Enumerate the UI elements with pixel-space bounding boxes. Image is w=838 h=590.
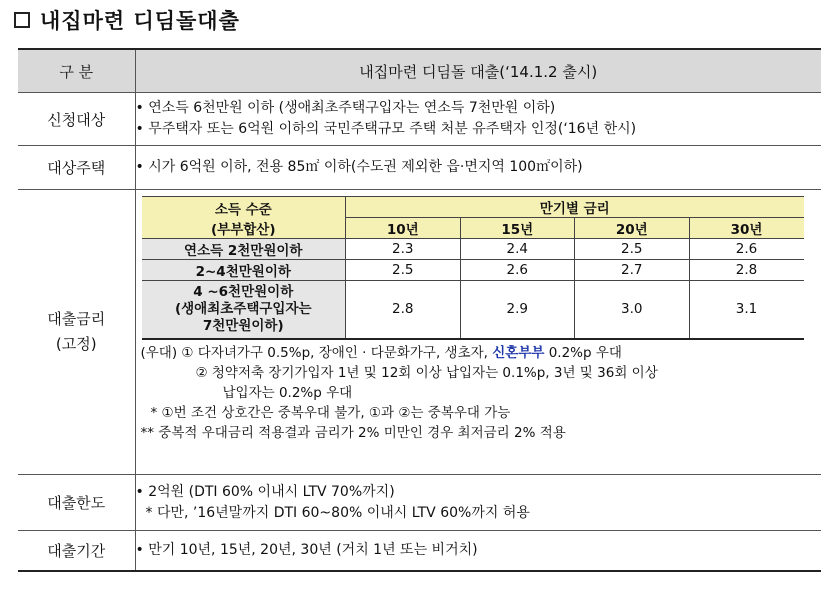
label-housing: 대상주택 xyxy=(18,146,135,190)
page-title xyxy=(14,6,240,34)
rate-cell: 3.0 xyxy=(575,281,690,339)
income-label-3-line-2: (생애최초주택구입자는 xyxy=(174,300,312,317)
content-term xyxy=(135,531,821,571)
note-2: ② 청약저축 장기가입자 1년 및 12회 이상 납입자는 0.1%p, 3년 및 36회 이상 xyxy=(195,364,658,381)
limit-line-1: • 2억원 (DTI 60% 이내시 LTV 70%까지) xyxy=(135,483,395,500)
rate-cell: 2.8 xyxy=(346,281,461,339)
note-3: 납입자는 0.2%p 우대 xyxy=(222,384,353,401)
label-eligibility: 신청대상 xyxy=(18,93,135,146)
header-category: 구 분 xyxy=(18,49,135,93)
row-term xyxy=(18,531,821,571)
rate-cell: 2.5 xyxy=(575,239,690,260)
income-label-3-line-1: 4 ~6천만원이하 xyxy=(193,283,294,300)
note-5: ** 중복적 우대금리 적용결과 금리가 2% 미만인 경우 최저금리 2% 적용 xyxy=(140,424,566,441)
rate-table xyxy=(142,196,804,340)
term-15: 15년 xyxy=(460,218,575,239)
rate-cell: 2.3 xyxy=(346,239,461,260)
row-housing xyxy=(18,146,821,190)
eligibility-line-2: • 무주택자 또는 6억원 이하의 국민주택규모 주택 처분 유주택자 인정(‘16년 한시) xyxy=(135,121,637,137)
header-product: 내집마련 디딤돌 대출(‘14.1.2 출시) xyxy=(135,49,821,93)
label-rate xyxy=(18,190,135,475)
rate-notes xyxy=(139,340,822,447)
term-30: 30년 xyxy=(689,218,804,239)
term-20: 20년 xyxy=(575,218,690,239)
row-rate xyxy=(18,190,821,475)
label-rate-1: 대출금리 xyxy=(47,310,106,328)
housing-line-1: • 시가 6억원 이하, 전용 85㎡ 이하(수도권 제외한 읍·면지역 100㎡이하) xyxy=(135,159,583,175)
note-1-pre: (우대) ① 다자녀가구 0.5%p, 장애인 · 다문화가구, 생초자, xyxy=(140,344,493,361)
income-label-1: 연소득 2천만원이하 xyxy=(142,239,346,260)
rate-cell: 2.5 xyxy=(346,260,461,281)
table-header-row xyxy=(18,49,821,93)
content-rate xyxy=(135,190,821,475)
content-housing xyxy=(135,146,821,190)
term-line-1: • 만기 10년, 15년, 20년, 30년 (거치 1년 또는 비거치) xyxy=(135,541,478,558)
label-limit: 대출한도 xyxy=(18,475,135,531)
row-eligibility xyxy=(18,93,821,146)
income-label-2: 2~4천만원이하 xyxy=(142,260,346,281)
rate-cell: 2.4 xyxy=(460,239,575,260)
rate-row-2 xyxy=(142,260,804,281)
rate-cell: 2.6 xyxy=(460,260,575,281)
note-1 xyxy=(141,343,822,363)
rate-cell: 2.6 xyxy=(689,239,804,260)
income-label-3 xyxy=(142,281,346,339)
income-header-2: (부부합산) xyxy=(210,221,276,238)
maturity-header: 만기별 금리 xyxy=(346,197,804,218)
rate-cell: 2.7 xyxy=(575,260,690,281)
label-term: 대출기간 xyxy=(18,531,135,571)
row-limit xyxy=(18,475,821,531)
content-eligibility xyxy=(135,93,821,146)
income-header xyxy=(142,197,346,239)
term-10: 10년 xyxy=(346,218,461,239)
income-header-1: 소득 수준 xyxy=(214,201,272,218)
loan-info-table xyxy=(18,48,821,572)
limit-line-2: * 다만, ’16년말까지 DTI 60~80% 이내시 LTV 60%까지 허용 xyxy=(145,504,530,521)
content-limit xyxy=(135,475,821,531)
rate-row-1 xyxy=(142,239,804,260)
note-1-highlight: 신혼부부 xyxy=(492,344,545,361)
label-rate-2: (고정) xyxy=(55,335,97,353)
rate-cell: 3.1 xyxy=(689,281,804,339)
rate-row-3 xyxy=(142,281,804,339)
checkbox-square-icon xyxy=(14,12,30,28)
page-title-text: 내집마련 디딤돌대출 xyxy=(40,9,240,33)
eligibility-line-1: • 연소득 6천만원 이하 (생애최초주택구입자는 연소득 7천만원 이하) xyxy=(135,100,556,116)
rate-cell: 2.8 xyxy=(689,260,804,281)
note-1-post: 0.2%p 우대 xyxy=(544,344,622,361)
note-4: * ①번 조건 상호간은 중복우대 불가, ①과 ②는 중복우대 가능 xyxy=(150,404,511,421)
rate-cell: 2.9 xyxy=(460,281,575,339)
income-label-3-line-3: 7천만원이하) xyxy=(202,317,284,334)
